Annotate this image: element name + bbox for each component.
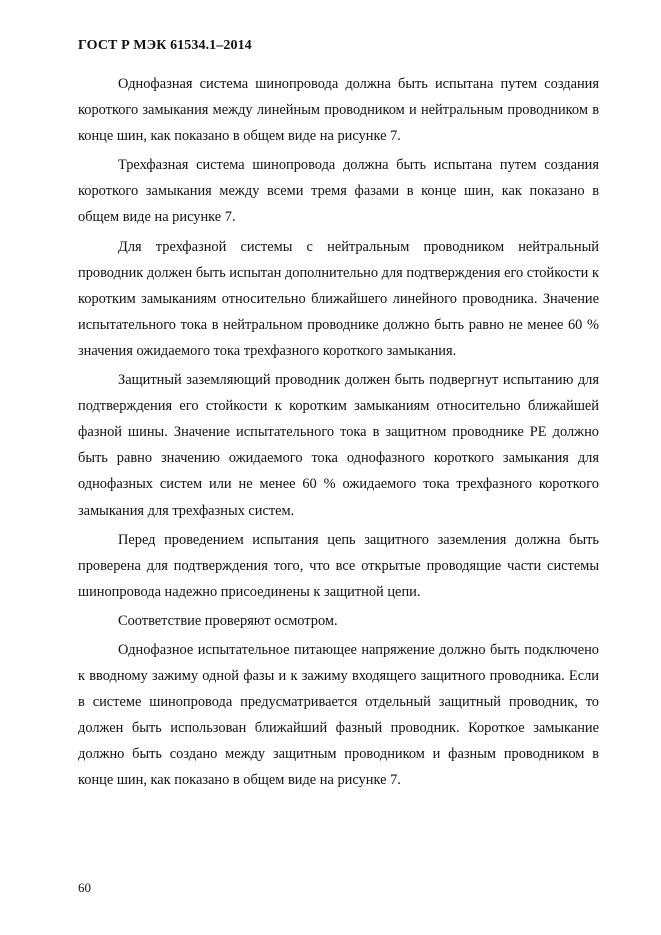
- body-text: [78, 71, 599, 797]
- document-header: ГОСТ Р МЭК 61534.1–2014: [78, 38, 252, 53]
- page-number: 60: [78, 880, 91, 895]
- paragraph-protective-conductor-test: Защитный заземляющий проводник должен быть подвергнут испытанию для подтверждения его стойкости к коротким замыканиям относительно ближайшей фазной шины. Значение испытательного тока в защитном проводнике PE должно быть равно значению ожидаемого тока однофазного короткого замыкания для однофазных систем или не менее 60 % ожидаемого тока трехфазного короткого замыкания для трехфазных систем.: [78, 372, 599, 519]
- paragraph-three-phase-test: Трехфазная система шинопровода должна быть испытана путем создания короткого замыкания между всеми тремя фазами в конце шин, как показано в общем виде на рисунке 7.: [78, 157, 599, 226]
- paragraph-single-phase-test: Однофазная система шинопровода должна быть испытана путем создания короткого замыкания между линейным проводником и нейтральным проводником в конце шин, как показано в общем виде на рисунке 7.: [78, 76, 599, 145]
- paragraph-supply-voltage: Однофазное испытательное питающее напряжение должно быть подключено к вводному зажиму одной фазы и к зажиму входящего защитного проводника. Если в системе шинопровода предусматривается отдельный защитный проводник, то должен быть использован ближайший фазный проводник. Короткое замыкание должно быть создано между защитным проводником и фазным проводником в конце шин, как показано в общем виде на рисунке 7.: [78, 641, 599, 789]
- paragraph-compliance-inspection: Соответствие проверяют осмотром.: [118, 612, 338, 629]
- paragraph-neutral-conductor-test: Для трехфазной системы с нейтральным проводником нейтральный проводник должен быть испытан дополнительно для подтверждения его стойкости к коротким замыканиям относительно ближайшего линейного проводника. Значение испытательного тока в нейтральном проводнике должно быть равно не менее 60 % значения ожидаемого тока трехфазного короткого замыкания.: [78, 238, 599, 359]
- paragraph-earthing-check: Перед проведением испытания цепь защитного заземления должна быть проверена для подтверждения того, что все открытые проводящие части системы шинопровода надежно присоединены к защитной цепи.: [78, 531, 599, 600]
